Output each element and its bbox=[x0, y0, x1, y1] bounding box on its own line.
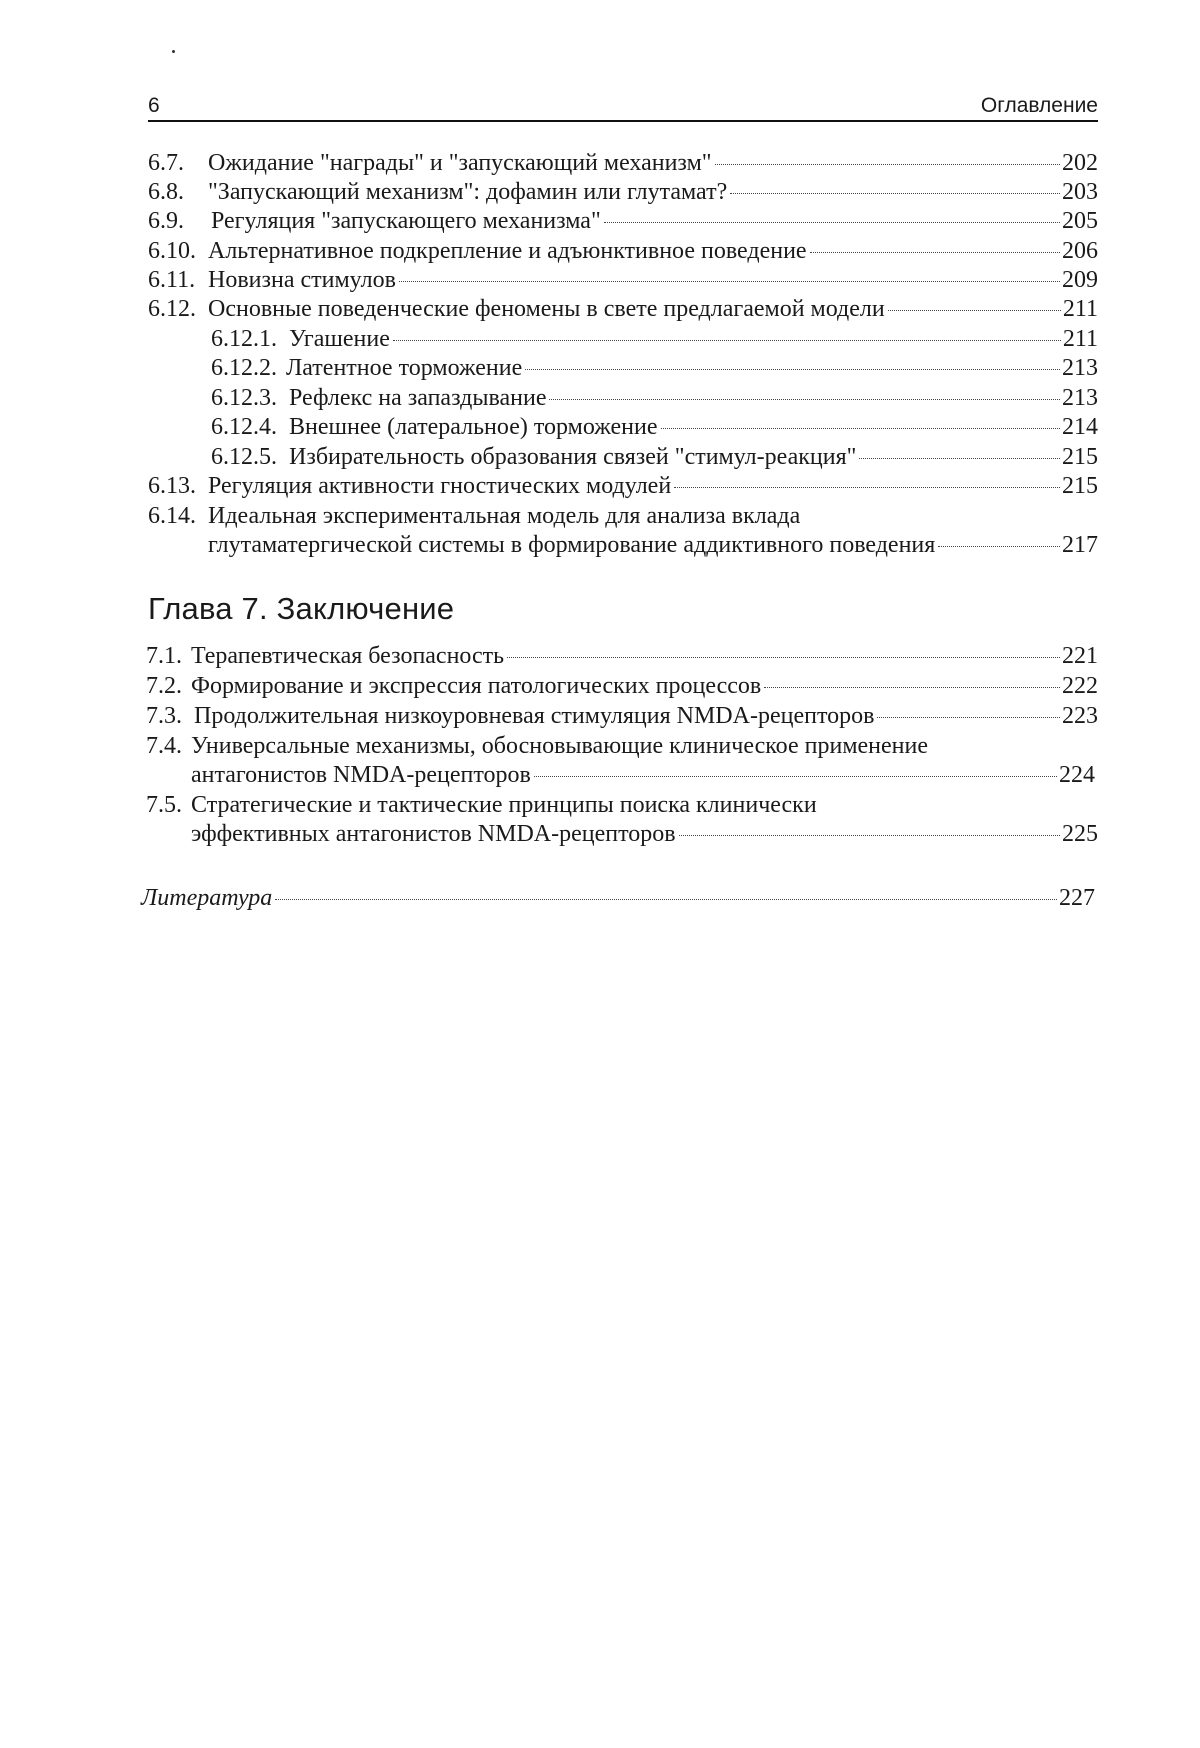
toc-entry-title: Идеальная экспериментальная модель для анализа вклада bbox=[208, 503, 801, 529]
toc-entry-title-cont: глутаматергической системы в формирование аддиктивного поведения bbox=[208, 532, 936, 558]
toc-entry[interactable] bbox=[148, 501, 1098, 531]
toc-entry-number: 6.8. bbox=[148, 179, 184, 205]
toc-entry-title: Продолжительная низкоуровневая стимуляция NMDA-рецепторов bbox=[194, 703, 875, 729]
toc-entry-page: 217 bbox=[1062, 532, 1098, 558]
dot-leader bbox=[938, 546, 1060, 547]
toc-entry-number: 6.12.1. bbox=[211, 326, 277, 352]
toc-entry[interactable] bbox=[148, 148, 1098, 178]
toc-entry-page: 221 bbox=[1062, 643, 1098, 669]
toc-subentry[interactable] bbox=[211, 412, 1098, 442]
toc-entry-page: 205 bbox=[1062, 208, 1098, 234]
toc-entry-number: 6.9. bbox=[148, 208, 184, 234]
toc-entry-number: 6.10. bbox=[148, 238, 196, 264]
dot-leader bbox=[399, 281, 1060, 282]
toc-entry-number: 6.12.3. bbox=[211, 385, 277, 411]
toc-entry-page: 213 bbox=[1062, 385, 1098, 411]
toc-entry[interactable] bbox=[148, 471, 1098, 501]
chapter-heading[interactable]: Глава 7. Заключение bbox=[148, 591, 455, 626]
dot-leader bbox=[393, 340, 1061, 341]
toc-entry-number: 6.12.4. bbox=[211, 414, 277, 440]
toc-entry-title-cont: антагонистов NMDA-рецепторов bbox=[191, 762, 531, 788]
toc-entry-title: Регуляция "запускающего механизма" bbox=[211, 208, 601, 234]
toc-entry-number: 6.11. bbox=[148, 267, 196, 293]
toc-entry-title: Ожидание "награды" и "запускающий механизм" bbox=[208, 150, 712, 176]
toc-entry[interactable] bbox=[146, 701, 1098, 731]
dot-leader bbox=[534, 776, 1057, 777]
references-title: Литература bbox=[141, 885, 273, 911]
dot-leader bbox=[661, 428, 1061, 429]
toc-entry-page: 211 bbox=[1062, 326, 1098, 352]
toc-entry[interactable] bbox=[146, 731, 1098, 761]
toc-entry[interactable] bbox=[146, 790, 1098, 820]
toc-entry-title: Регуляция активности гностических модулей bbox=[208, 473, 672, 499]
dot-leader bbox=[679, 835, 1060, 836]
toc-subentry[interactable] bbox=[211, 353, 1098, 383]
running-head-title: Оглавление bbox=[980, 94, 1098, 117]
dot-leader bbox=[525, 369, 1060, 370]
dot-leader bbox=[764, 687, 1060, 688]
toc-entry-number: 7.5. bbox=[146, 792, 182, 818]
toc-entry[interactable] bbox=[148, 236, 1098, 266]
toc-entry-number: 7.4. bbox=[146, 733, 182, 759]
toc-entry-continuation[interactable] bbox=[208, 530, 1098, 560]
dot-leader bbox=[859, 458, 1060, 459]
toc-entry-page: 224 bbox=[1059, 762, 1095, 788]
toc-entry-page: 209 bbox=[1062, 267, 1098, 293]
toc-entry-page: 203 bbox=[1062, 179, 1098, 205]
dot-leader bbox=[674, 487, 1060, 488]
toc-entry-title: Универсальные механизмы, обосновывающие клиническое применение bbox=[191, 733, 928, 759]
toc-entry-page: 215 bbox=[1062, 473, 1098, 499]
toc-entry[interactable] bbox=[148, 206, 1098, 236]
toc-entry-title: Внешнее (латеральное) торможение bbox=[289, 414, 658, 440]
toc-entry-title: Основные поведенческие феномены в свете предлагаемой модели bbox=[208, 296, 885, 322]
toc-entry-title: "Запускающий механизм": дофамин или глутамат? bbox=[208, 179, 728, 205]
toc-entry-number: 6.12.2. bbox=[211, 355, 277, 381]
dot-leader bbox=[507, 657, 1060, 658]
toc-entry-page: 223 bbox=[1062, 703, 1098, 729]
references-page: 227 bbox=[1059, 885, 1095, 911]
toc-entry-page: 211 bbox=[1062, 296, 1098, 322]
toc-entry-title: Избирательность образования связей "стимул-реакция" bbox=[289, 444, 857, 470]
dot-leader bbox=[549, 399, 1060, 400]
toc-subentry[interactable] bbox=[211, 324, 1098, 354]
toc-entry-number: 7.2. bbox=[146, 673, 182, 699]
toc-entry-page: 225 bbox=[1062, 821, 1098, 847]
toc-entry[interactable] bbox=[148, 265, 1098, 295]
dot-leader bbox=[810, 252, 1060, 253]
dot-leader bbox=[275, 899, 1057, 900]
scan-speck bbox=[172, 50, 175, 53]
toc-entry[interactable] bbox=[146, 671, 1098, 701]
toc-entry-title: Латентное торможение bbox=[286, 355, 523, 381]
toc-entry-page: 206 bbox=[1062, 238, 1098, 264]
running-head bbox=[148, 88, 1098, 122]
toc-entry-title: Формирование и экспрессия патологических процессов bbox=[191, 673, 762, 699]
toc-subentry[interactable] bbox=[211, 383, 1098, 413]
toc-entry-page: 215 bbox=[1062, 444, 1098, 470]
toc-entry-title: Рефлекс на запаздывание bbox=[289, 385, 547, 411]
toc-subentry[interactable] bbox=[211, 442, 1098, 472]
toc-entry-title: Стратегические и тактические принципы поиска клинически bbox=[191, 792, 817, 818]
toc-entry-number: 6.14. bbox=[148, 503, 196, 529]
toc-entry-page: 213 bbox=[1062, 355, 1098, 381]
toc-entry[interactable] bbox=[148, 177, 1098, 207]
toc-entry-title-cont: эффективных антагонистов NMDA-рецепторов bbox=[191, 821, 676, 847]
toc-entry-page: 214 bbox=[1062, 414, 1098, 440]
toc-entry-title: Терапевтическая безопасность bbox=[191, 643, 505, 669]
toc-entry-continuation[interactable] bbox=[191, 760, 1095, 790]
toc-entry-number: 7.3. bbox=[146, 703, 182, 729]
toc-entry-page: 202 bbox=[1062, 150, 1098, 176]
toc-entry-number: 7.1. bbox=[146, 643, 182, 669]
dot-leader bbox=[877, 717, 1060, 718]
dot-leader bbox=[604, 222, 1060, 223]
toc-entry-number: 6.12. bbox=[148, 296, 196, 322]
toc-entry-title: Угашение bbox=[289, 326, 390, 352]
toc-entry-title: Альтернативное подкрепление и адъюнктивное поведение bbox=[208, 238, 807, 264]
dot-leader bbox=[888, 310, 1061, 311]
toc-entry-number: 6.12.5. bbox=[211, 444, 277, 470]
toc-entry[interactable] bbox=[146, 641, 1098, 671]
toc-entry-number: 6.13. bbox=[148, 473, 196, 499]
toc-entry-title: Новизна стимулов bbox=[208, 267, 396, 293]
toc-references[interactable] bbox=[141, 883, 1095, 913]
toc-entry-continuation[interactable] bbox=[191, 819, 1098, 849]
toc-entry-page: 222 bbox=[1062, 673, 1098, 699]
dot-leader bbox=[730, 193, 1060, 194]
page-number: 6 bbox=[148, 94, 160, 117]
toc-entry[interactable] bbox=[148, 294, 1098, 324]
dot-leader bbox=[715, 164, 1060, 165]
toc-entry-number: 6.7. bbox=[148, 150, 184, 176]
